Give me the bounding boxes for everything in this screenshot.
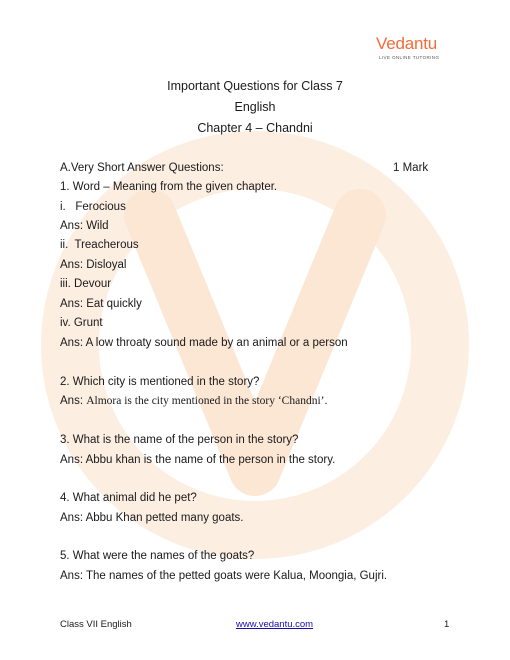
section-marks: 1 Mark	[393, 162, 429, 174]
document-title: Important Questions for Class 7	[167, 79, 343, 93]
q1-word-3: iii. Devour	[60, 278, 112, 290]
vedantu-logo	[376, 34, 456, 64]
q1-answer-3: Ans: Eat quickly	[60, 298, 142, 310]
q2-answer-text: Almora is the city mentioned in the story ‘Chandni’.	[86, 395, 328, 407]
document-chapter: Chapter 4 – Chandni	[197, 121, 313, 135]
q1-question: 1. Word – Meaning from the given chapter.	[60, 181, 278, 193]
q1-word-1: i. Ferocious	[60, 201, 126, 213]
footer-page-number: 1	[444, 619, 450, 630]
logo-name: Vedantu	[376, 34, 437, 53]
footer-class: Class VII English	[60, 619, 132, 630]
q4-question: 4. What animal did he pet?	[60, 492, 197, 504]
q2-answer	[60, 395, 327, 407]
section-title: A.Very Short Answer Questions:	[60, 162, 224, 174]
q1-word-4: iv. Grunt	[60, 317, 103, 329]
document-subject: English	[234, 100, 276, 114]
q3-question: 3. What is the name of the person in the story?	[60, 434, 299, 446]
q2-question: 2. Which city is mentioned in the story?	[60, 376, 260, 388]
q3-answer: Ans: Abbu khan is the name of the person in the story.	[60, 454, 336, 466]
logo-tagline: LIVE ONLINE TUTORING	[379, 55, 440, 60]
q5-answer: Ans: The names of the petted goats were Kalua, Moongia, Gujri.	[60, 570, 388, 582]
q1-word-2: ii. Treacherous	[60, 239, 139, 251]
q2-answer-prefix: Ans:	[60, 395, 87, 407]
q1-answer-1: Ans: Wild	[60, 220, 109, 232]
q4-answer: Ans: Abbu Khan petted many goats.	[60, 512, 244, 524]
q1-answer-4: Ans: A low throaty sound made by an animal or a person	[60, 337, 348, 349]
q5-question: 5. What were the names of the goats?	[60, 550, 255, 562]
footer-website-link[interactable]: www.vedantu.com	[236, 619, 314, 630]
q1-answer-2: Ans: Disloyal	[60, 259, 127, 271]
